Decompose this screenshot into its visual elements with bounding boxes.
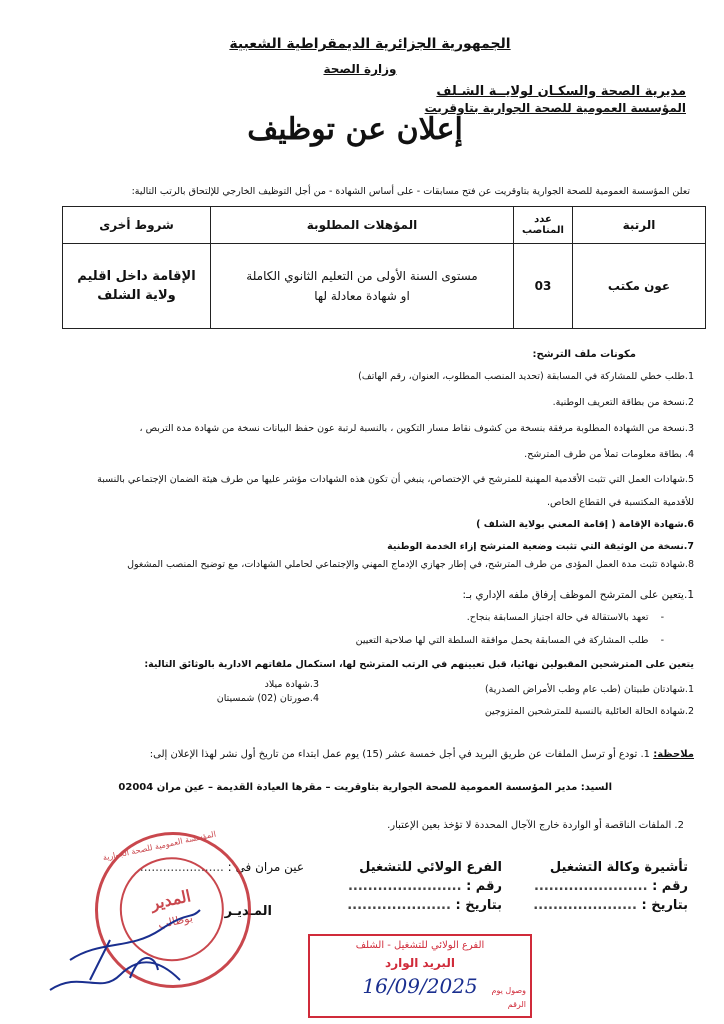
hired-item-text: تعهد بالاستقالة في حالة اجتياز المسابقة بنجاح. bbox=[466, 612, 649, 623]
list-item: 1.طلب خطي للمشاركة في المسابقة (تحديد المنصب المطلوب، العنوان، رقم الهاتف) bbox=[358, 371, 694, 382]
stamp-subtitle: بوطالب bbox=[156, 911, 194, 932]
list-item: 6.شهادة الإقامة ( إقامة المعني بولاية الشلف ) bbox=[476, 519, 694, 530]
other-line: الإقامة داخل اقليم bbox=[77, 269, 196, 284]
ministry-heading: وزارة الصحة bbox=[323, 62, 397, 76]
dots: ....................... bbox=[347, 879, 462, 894]
col-header-count: عدد المناصب bbox=[514, 207, 573, 244]
list-item: 4. بطاقة معلومات تملأ من طرف المترشح. bbox=[524, 449, 694, 460]
stamp-title: المدير bbox=[149, 886, 193, 914]
stamp-incoming-line: البريد الوارد bbox=[385, 956, 455, 970]
stamp-number-label: الرقم bbox=[507, 1000, 526, 1009]
bullet: - bbox=[648, 612, 664, 623]
note-1 bbox=[34, 749, 694, 760]
file-heading: مكونات ملف الترشح: bbox=[532, 349, 636, 360]
list-item: 8.شهادة تثبت مدة العمل المؤدى من طرف المترشح، في إطار جهازي الإدماج المهني والإجتماعي لحاملي الشهادات، مع توضيح المنصب المشغول bbox=[127, 559, 694, 570]
director-label: المـديـر bbox=[224, 904, 272, 919]
list-item: 5.شهادات العمل التي تثبت الأقدمية المهنية للمترشح في الإختصاص، ينبغي أن تكون هذه الشهادات مؤشر عليها من طرف هيئة الضمان الإجتماعي بالنسبة bbox=[97, 474, 694, 485]
dots: ...................... bbox=[139, 860, 224, 874]
wilaya-branch-title: الفرع الولائي للتشغيل bbox=[359, 860, 502, 875]
establishment-heading: المؤسسة العمومية للصحة الجوارية بتاوقريت bbox=[424, 101, 686, 115]
republic-heading: الجمهورية الجزائرية الديمقراطية الشعبية bbox=[229, 36, 511, 52]
intro-text: تعلن المؤسسة العمومية للصحة الجوارية بتاوقريت عن فتح مسابقات - على أساس الشهادة - من أجل التوظيف الخارجي للإلتحاق بالرتب التالية: bbox=[131, 186, 690, 197]
cell-other bbox=[63, 244, 211, 329]
stamp-branch-line: الفرع الولائي للتشغيل - الشلف bbox=[355, 940, 485, 951]
other-line: ولاية الشلف bbox=[97, 288, 176, 303]
agency-visa-block bbox=[528, 860, 688, 913]
branch-date bbox=[322, 898, 502, 913]
submission-address: السيد: مدير المؤسسة العمومية للصحة الجوارية بتاوقريت – مقرها العيادة القديمة – عين مران 02004 bbox=[118, 782, 612, 793]
agency-number bbox=[528, 879, 688, 894]
list-item: 4.صورتان (02) شمسيتان bbox=[216, 692, 319, 704]
dots: ..................... bbox=[347, 898, 451, 913]
qualification-line: او شهادة معادلة لها bbox=[314, 289, 410, 303]
list-item bbox=[44, 635, 664, 648]
stamp-ring-text: المؤسسة العمومية للصحة الجوارية bbox=[101, 829, 217, 863]
date-label: بتاريخ : bbox=[455, 898, 502, 913]
accepted-col-right bbox=[394, 684, 694, 719]
positions-table bbox=[62, 206, 706, 329]
qualification-line: مستوى السنة الأولى من التعليم الثانوي الكاملة bbox=[246, 269, 478, 283]
table-header-row bbox=[63, 207, 706, 244]
list-item: 3.نسخة من الشهادة المطلوبة مرفقة بنسخة من كشوف نقاط مسار التكوين ، بالنسبة لرتبة عون حفظ البيانات نسخة من شهادة مدة التربص ، bbox=[139, 423, 694, 434]
agency-visa-title: تأشيرة وكالة التشغيل bbox=[549, 860, 688, 875]
stamp-date: 16/09/2025 bbox=[362, 974, 478, 998]
cell-count: 03 bbox=[514, 244, 573, 329]
number-label: رقم : bbox=[466, 879, 502, 894]
agency-date bbox=[528, 898, 688, 913]
wilaya-branch-block bbox=[322, 860, 502, 913]
list-item: 1.شهادتان طبيتان (طب عام وطب الأمراض الصدرية) bbox=[484, 684, 694, 695]
bullet: - bbox=[648, 635, 664, 646]
list-item: 7.نسخة من الوثيقة التي تثبت وضعية المترشح إزاء الخدمة الوطنية bbox=[387, 541, 694, 552]
col-header-rank: الرتبة bbox=[573, 207, 706, 244]
cell-rank: عون مكتب bbox=[573, 244, 706, 329]
hired-item-text: طلب المشاركة في المسابقة يحمل موافقة السلطة التي لها صلاحية التعيين bbox=[355, 635, 649, 646]
note-2: 2. الملفات الناقصة أو الواردة خارج الآجال المحددة لا تؤخذ بعين الإعتبار. bbox=[387, 820, 684, 831]
accepted-heading: يتعين على المترشحين المقبولين نهائيا، قبل تعيينهم في الرتب المترشح لها، استكمال ملفاتهم الادارية بالوثائق التالية: bbox=[144, 659, 694, 670]
dots: ....................... bbox=[533, 879, 648, 894]
dots: ..................... bbox=[533, 898, 637, 913]
branch-number bbox=[322, 879, 502, 894]
place-date-label: عين مران في : bbox=[227, 860, 304, 874]
list-item: 2.نسخة من بطاقة التعريف الوطنية. bbox=[552, 397, 694, 408]
accepted-col-left bbox=[119, 679, 319, 706]
date-label: بتاريخ : bbox=[641, 898, 688, 913]
list-item: للأقدمية المكتسبة في القطاع الخاص. bbox=[546, 497, 694, 508]
list-item: 3.شهادة ميلاد bbox=[264, 679, 319, 690]
page-title: إعلان عن توظيف bbox=[247, 112, 463, 147]
note-label: ملاحظة: bbox=[653, 749, 694, 760]
col-header-qualifications: المؤهلات المطلوبة bbox=[211, 207, 514, 244]
hired-intro: 1.يتعين على المترشح الموظف إرفاق ملفه الإداري بـ: bbox=[462, 589, 694, 601]
incoming-mail-stamp bbox=[308, 934, 532, 1018]
col-header-other: شروط أخرى bbox=[63, 207, 211, 244]
list-item: 2.شهادة الحالة العائلية بالنسبة للمترشحين المتزوجين bbox=[484, 705, 694, 717]
directorate-heading: مديرية الصحة والسكـان لولايــة الشـلف bbox=[436, 84, 686, 99]
cell-qualifications bbox=[211, 244, 514, 329]
table-row bbox=[63, 244, 706, 329]
director-signature bbox=[40, 880, 210, 1010]
note-1-text: 1. تودع أو ترسل الملفات عن طريق البريد في أجل خمسة عشر (15) يوم عمل ابتداء من تاريخ أول نشر لهذا الإعلان إلى: bbox=[149, 749, 651, 760]
stamp-received-label: وصول يوم bbox=[491, 986, 526, 995]
list-item bbox=[44, 612, 664, 625]
number-label: رقم : bbox=[652, 879, 688, 894]
